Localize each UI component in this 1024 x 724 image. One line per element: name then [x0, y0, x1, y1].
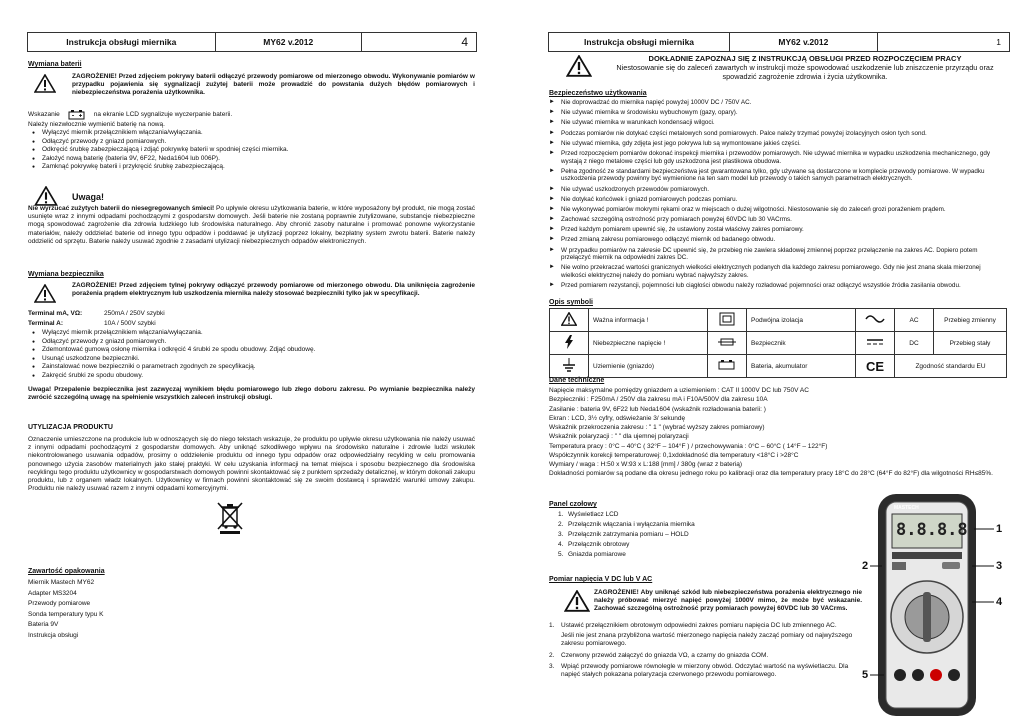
safety-heading: Bezpieczeństwo użytkowania: [549, 90, 647, 97]
list-item: 1. Ustawić przełącznikiem obrotowym odpowiedni zakres pomiaru napięcia DC lub zmiennego AC.: [549, 622, 837, 629]
warning-icon: [566, 55, 592, 77]
table-cell: Bezpiecznik: [747, 332, 856, 355]
table-cell: DC: [895, 332, 934, 355]
list-item: ► Nie wolno przekraczać wartości granicznych wielkości elektrycznych podanych dla każdego zakresu pomiarowego. Gdy nie jest znana skala mierzonej wielkości elektrycznej należy do pomiaru wybrać najwyższy zakres.: [549, 264, 1007, 279]
list-item: ● Usunąć uszkodzone bezpieczniki.: [32, 355, 472, 364]
battery-replace-note: Należy niezwłocznie wymienić baterię na nową.: [28, 121, 165, 128]
disposal-heading: UTYLIZACJA PRODUKTU: [28, 424, 113, 431]
ce-mark-icon: CE: [856, 355, 895, 378]
battery-steps: [32, 129, 472, 172]
spec-line: Bezpieczniki : F250mA / 250V dla zakresu mA i F10A/500V dla zakresu 10A: [549, 396, 768, 404]
warning-icon: [550, 309, 589, 332]
spec-line: Zasilanie : bateria 9V, 6F22 lub Neda1604 (wskaźnik rozładowania baterii: ): [549, 405, 766, 413]
symbols-table: [549, 308, 1007, 378]
fuse-steps: [32, 329, 472, 381]
warning-icon: [34, 186, 58, 206]
meter-display: 8.8.8.8: [896, 520, 968, 540]
dc-icon: [856, 332, 895, 355]
table-row: [550, 355, 1007, 378]
table-cell: Przebieg zmienny: [934, 309, 1007, 332]
list-item: ► Nie używać miernika w warunkach kondensacji wilgoci.: [549, 119, 1007, 127]
spec-line: Współczynnik korekcji temperaturowej: 0,1xdokładność dla temperatury <18°C i >28°C: [549, 452, 799, 460]
table-cell: Przebieg stały: [934, 332, 1007, 355]
battery-warning: ZAGROŻENIE! Przed zdjęciem pokrywy baterii odłączyć przewody pomiarowe od mierzonego obwodu. Wykonywanie pomiarów w przypadku pojawienia się sygnalizacji zużytej baterii może prowadzić do powstania dużych błędów pomiarowych i niebezpieczeństwa porażenia użytkownika.: [72, 73, 475, 97]
warning-icon: [34, 74, 56, 93]
voltage-steps: [549, 622, 861, 679]
table-cell: Podwójna izolacja: [747, 309, 856, 332]
indicator-pre: Wskazanie: [28, 110, 60, 118]
uwaga-text: [28, 205, 475, 246]
table-cell: AC: [895, 309, 934, 332]
callout-2: 2: [862, 560, 869, 572]
list-item: ► Nie używać uszkodzonych przewodów pomiarowych.: [549, 186, 1007, 194]
fuse-heading: Wymiana bezpiecznika: [28, 271, 104, 278]
spec-line: Wymiary / waga : H:50 x W:93 x L:188 [mm] / 380g (wraz z baterią): [549, 461, 743, 469]
list-item: ● Odkręcić śrubkę zabezpieczającą i zdjąć pokrywkę baterii w spodniej części miernika.: [32, 146, 472, 155]
list-item: 2. Przełącznik włączania i wyłączania miernika: [558, 521, 695, 528]
fuse-warning: ZAGROŻENIE! Przed zdjęciem tylnej pokrywy odłączyć przewody pomiarowe od mierzonego obwodu. Dla uniknięcia zagrożenie porażenia prądem elektrycznym lub uszkodzenia miernika należy stosować bezpieczniki tylko jak w specyfikacji.: [72, 282, 475, 298]
uwaga-title: Uwaga!: [72, 192, 105, 202]
callout-3: 3: [996, 560, 1003, 572]
battery-icon: [68, 110, 86, 120]
symbols-heading: Opis symboli: [549, 299, 593, 306]
list-item: ► Zachować szczególną ostrożność przy pomiarach powyżej 60VDC lub 30 VACrms.: [549, 216, 1007, 224]
fuse-final-note: Uwaga! Przepalenie bezpiecznika jest zazwyczaj wynikiem błędu pomiarowego lub złego doboru zakresu. Po wymianie bezpiecznika należy zwrócić szczególną uwagę na spełnienie wszystkich zaleceń instrukcji obsługi.: [28, 386, 475, 402]
list-item: ● Założyć nową baterię (bateria 9V, 6F22, Neda1604 lub 006P).: [32, 155, 472, 164]
right-page-header: [548, 32, 1010, 52]
callout-1: 1: [996, 523, 1003, 535]
multimeter-illustration: [862, 492, 1012, 718]
battery-indicator-line: [28, 110, 232, 120]
weee-bin-icon: [214, 500, 246, 534]
spec-line: Dokładności pomiarów są podane dla okresu jednego roku po kalibracji oraz dla temperatury pracy 18°C do 28°C (64°F do 82°F) dla wilgotności RH≤85%.: [549, 469, 993, 477]
terminal-1-value: 250mA / 250V szybki: [104, 310, 165, 317]
list-item: ► Przed zmianą zakresu pomiarowego odłączyć miernik od badanego obwodu.: [549, 236, 1007, 244]
contents-heading: Zawartość opakowania: [28, 568, 105, 575]
page-number: 4: [461, 35, 468, 49]
list-item: Przewody pomiarowe: [28, 600, 91, 607]
contents-list: [28, 578, 104, 641]
list-item: ● Zakręcić śrubki ze spodu obudowy.: [32, 372, 472, 381]
list-item: 3. Przełącznik zatrzymania pomiaru – HOLD: [558, 531, 689, 538]
table-cell: Bateria, akumulator: [747, 355, 856, 378]
voltage-heading: Pomiar napięcia V DC lub V AC: [549, 576, 653, 583]
double-insulation-icon: [708, 309, 747, 332]
table-cell: Zgodność standardu EU: [895, 355, 1007, 378]
terminal-2-label: Terminal A:: [28, 320, 64, 327]
intro-text: Niestosowanie się do zaleceń zawartych w instrukcji może spowodować uszkodzenie lub zniszczenie przyrządu oraz spowadzić zagrożenie zdrowia i życia użytkownika.: [616, 63, 994, 81]
ac-wave-icon: [856, 309, 895, 332]
list-item: Jeśli nie jest znana przybliżona wartość mierzonego napięcia należy zacząć pomiary od najwyższego zakresu pomiarowego.: [561, 632, 853, 648]
list-item: ► Nie używać miernika w środowisku wybuchowym (gazy, opary).: [549, 109, 1007, 117]
callout-5: 5: [862, 669, 869, 681]
panel-heading: Panel czołowy: [549, 501, 597, 508]
voltage-warning: ZAGROŻENIE! Aby uniknąć szkód lub niebezpieczeństwa porażenia elektrycznego nie należy próbować mierzyć napięć powyżej 1000V mimo, że może być wskazanie. Zachować szczególną ostrożność przy pomiarach powyżej 60VDC lub 30 VACrms.: [594, 589, 862, 613]
battery-heading: Wymiana baterii: [28, 61, 82, 68]
table-cell: Niebezpieczne napięcie !: [589, 332, 708, 355]
list-item: ► Podczas pomiarów nie dotykać części metalowych sond pomiarowych. Palce należy trzymać powyżej izolacyjnych osłon tych sond.: [549, 130, 1007, 138]
disposal-text: Oznaczenie umieszczone na produkcie lub w odnoszących się do niego tekstach wskazuje, że produktu po upływie okresu użytkowania nie należy usuwać z innymi odpadami pochodzącymi z gospodarstw domowych. Aby uniknąć szkodliwego wpływu na środowisko naturalne i zdrowie ludzi wskutek niekontrolowanego usuwania odpadów, prosimy o oddzielenie produktu od innego typu odpadów oraz odpowiedzialny recykling w celu promowania ponownego użycia zasobów materialnych jako stałej praktyki. W celu uzyskania informacji na temat miejsca i sposobu bezpiecznego dla środowiska recyklingu tego produktu użytkownicy w gospodarstwach domowych powinni skontaktować się z punktem sprzedaży detalicznej, w którym dokonali zakupu produktu, lub z organem władz lokalnych. Użytkownicy w firmach powinni skontaktować się ze swoim dostawcą i sprawdzić warunki umowy zakupu. Produktu nie należy usuwać razem z innymi odpadami komercyjnymi.: [28, 436, 475, 493]
battery-icon: [708, 355, 747, 378]
safety-list: [549, 99, 1007, 292]
list-item: Miernik Mastech MY62: [28, 579, 95, 586]
list-item: ► Przed rozpoczęciem pomiarów dokonać inspekcji miernika i przewodów pomiarowych. Nie używać miernika w wypadku uszkodzenia mechanicznego, gdy wystają z niego metalowe części lub gdy uszkodzona jest plastikowa obudowa.: [549, 150, 1007, 165]
list-item: ► Nie używać miernika, gdy zdjęta jest jego pokrywa lub są wymontowane jakieś części.: [549, 140, 1007, 148]
list-item: ● Odłączyć przewody z gniazd pomiarowych.: [32, 138, 472, 147]
list-item: ● Wyłączyć miernik przełącznikiem włączania/wyłączania.: [32, 329, 472, 338]
right-page: [512, 0, 1024, 724]
panel-list: [558, 510, 778, 560]
left-page-header: [27, 32, 477, 52]
header-title: Instrukcja obsługi miernika: [549, 33, 730, 51]
uwaga-bold: Nie wyrzucać zużytych baterii do niesegregowanych śmieci!: [28, 205, 215, 212]
spec-line: Temperatura pracy : 0°C – 40°C ( 32°F – 104°F ) / przechowywania : 0°C – 60°C ( 14°F – 122°F): [549, 442, 828, 450]
list-item: Instrukcja obsługi: [28, 631, 79, 639]
spec-line: Napięcie maksymalne pomiędzy gniazdem a uziemieniem : CAT II 1000V DC lub 750V AC: [549, 387, 809, 394]
list-item: ► Pełna zgodność ze standardami bezpieczeństwa jest gwarantowana tylko, gdy używane są dostarczone w komplecie przewody pomiarowe. W wypadku uszkodzenia przewody powinny być wymienione na ten sam model lub przewody o takich samych parametrach elektrycznych.: [549, 168, 1007, 183]
intro-title: DOKŁADNIE ZAPOZNAJ SIĘ Z INSTRUKCJĄ OBSŁUGI PRZED ROZPOCZĘCIEM PRACY: [648, 54, 962, 63]
callout-4: 4: [996, 596, 1003, 608]
list-item: ● Zamknąć pokrywkę baterii i przykręcić śrubkę zabezpieczającą.: [32, 163, 472, 172]
terminal-2-value: 10A / 500V szybki: [104, 320, 156, 327]
list-item: Adapter MS3204: [28, 589, 77, 597]
warning-icon: [564, 590, 590, 612]
list-item: ● Zainstalować nowe bezpieczniki o parametrach zgodnych ze specyfikacją.: [32, 363, 472, 372]
table-row: [550, 332, 1007, 355]
list-item: 1. Wyświetlacz LCD: [558, 511, 619, 518]
table-row: [550, 309, 1007, 332]
header-title: Instrukcja obsługi miernika: [28, 33, 216, 51]
table-cell: Uziemienie (gniazdo): [589, 355, 708, 378]
list-item: ► Nie wykonywać pomiarów mokrymi rękami oraz w miejscach o dużej wilgotności. Niestosowanie się do zaleceń grozi porażeniem prądem.: [549, 206, 1007, 214]
list-item: ► Przed każdym pomiarem upewnić się, że ustawiony został właściwy zakres pomiarowy.: [549, 226, 1007, 234]
lightning-icon: [550, 332, 589, 355]
list-item: 2. Czerwony przewód załączyć do gniazda VΩ, a czarny do gniazda COM.: [549, 651, 769, 659]
specs-heading: Dane techniczne: [549, 377, 605, 384]
table-cell: Ważna informacja !: [589, 309, 708, 332]
list-item: 4. Przełącznik obrotowy: [558, 541, 630, 548]
spec-line: Wskaźnik przekroczenia zakresu : " 1 " (wybrać wyższy zakres pomiarowy): [549, 424, 765, 432]
warning-icon: [34, 284, 56, 303]
list-item: ► Przed pomiarem rezystancji, pojemności lub ciągłości obwodu należy rozładować pojemności oraz odłączyć wszystkie źródła zasilania obwodu.: [549, 282, 1007, 290]
list-item: 3. Wpiąć przewody pomiarowe równolegle w mierzony obwód. Odczytać wartość na wyświetlaczu. Dla napięć stałych pokazana polaryzacja czerwonego przewodu pomiarowego.: [549, 662, 849, 679]
terminal-1-label: Terminal mA, VΩ:: [28, 310, 83, 317]
list-item: ● Wyłączyć miernik przełącznikiem włączania/wyłączania.: [32, 129, 472, 138]
spec-line: Ekran : LCD, 3½ cyfry, odświeżanie 3/ sekundę: [549, 414, 686, 422]
list-item: ► Nie doprowadzać do miernika napięć powyżej 1000V DC / 750V AC.: [549, 99, 1007, 107]
list-item: ► W przypadku pomiarów na zakresie DC upewnić się, że przebieg nie zawiera składowej zmiennej poprzez przełączenie na zakres AC. Dopiero potem przełączyć miernik na odpowiedni zakres DC.: [549, 247, 1007, 262]
list-item: ● Odłączyć przewody z gniazd pomiarowych.: [32, 338, 472, 347]
header-model: MY62 v.2012: [216, 33, 362, 51]
list-item: Sonda temperatury typu K: [28, 610, 104, 618]
meter-brand: MASTECH: [894, 505, 919, 511]
list-item: ► Nie dotykać końcówek i gniazd pomiarowych podczas pomiaru.: [549, 196, 1007, 204]
spec-line: Wskaźnik polaryzacji : " " dla ujemnej polaryzacji: [549, 433, 689, 441]
ground-icon: [550, 355, 589, 378]
list-item: Bateria 9V: [28, 621, 59, 628]
indicator-post: na ekranie LCD sygnalizuje wyczerpanie baterii.: [93, 110, 233, 118]
list-item: ● Zdemontować gumową osłonę miernika i odkręcić 4 śrubki ze spodu obudowy. Zdjąć obudowę.: [32, 346, 472, 355]
specs-list: [549, 386, 1007, 478]
fuse-icon: [708, 332, 747, 355]
uwaga-body: Po upływie okresu użytkowania baterie, w które wyposażony był produkt, nie mogą zostać usunięte wraz z innymi odpadami pochodzącymi z gospodarstw domowych. Jeśli baterie nie zostaną poprawnie zutylizowane, substancje niebezpieczne mogą spowodować zagrożenie dla zdrowia ludzkiego lub środowiska naturalnego. Aby chronić zasoby naturalne i promować ponowne wykorzystanie materiałów, należy oddzielać baterie od innego typu odpadów i poddawać je utylizacji poprzez lokalny, bezpłatny system zwrotu baterii. Baterie należy oddzielić od sprzętu. Baterie należy usuwać zgodnie z zasadami utylizacji niebezpiecznych odpadów elektronicznych.: [28, 205, 476, 245]
list-item: 5. Gniazda pomiarowe: [558, 551, 626, 558]
page-number: 1: [996, 37, 1001, 47]
header-model: MY62 v.2012: [730, 33, 878, 51]
